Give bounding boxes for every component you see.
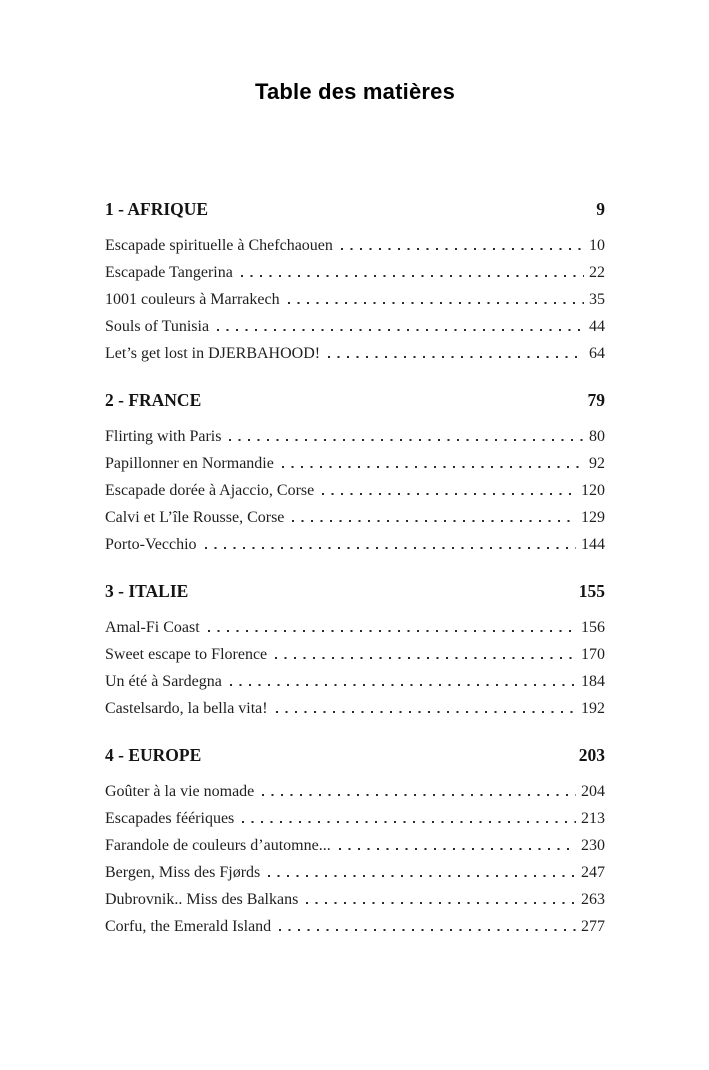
toc-entry-page: 120: [581, 482, 605, 499]
dot-leader: [229, 439, 584, 441]
document-page: [0, 78, 709, 1070]
toc-section: [105, 196, 605, 367]
toc-entry-title: Castelsardo, la bella vita!: [105, 700, 268, 717]
toc-entry-title: Dubrovnik.. Miss des Balkans: [105, 891, 299, 908]
dot-leader: [341, 248, 584, 250]
section-heading-page: 155: [578, 581, 605, 601]
toc-entry-page: 35: [589, 291, 605, 308]
page-title: Table des matières: [254, 79, 456, 104]
toc-entry-title: Calvi et L’île Rousse, Corse: [105, 509, 285, 526]
toc-entry: [105, 859, 605, 886]
toc-entry: [105, 805, 605, 832]
toc-entry: [105, 340, 605, 367]
toc-entry-title: 1001 couleurs à Marrakech: [105, 291, 280, 308]
toc-entry-title: Sweet escape to Florence: [105, 646, 268, 663]
section-heading-label: 4 - EUROPE: [105, 745, 202, 765]
toc-entry-title: Escapade Tangerina: [105, 264, 233, 281]
section-heading: [105, 387, 605, 413]
toc-entry: [105, 232, 605, 259]
toc-section: [105, 578, 605, 722]
dot-leader: [217, 329, 584, 331]
toc-entry-page: 230: [581, 837, 605, 854]
toc-entry: [105, 313, 605, 340]
section-heading: [105, 742, 605, 768]
toc-entry-page: 44: [589, 318, 605, 335]
dot-leader: [205, 547, 576, 549]
toc-entry-title: Escapade spirituelle à Chefchaouen: [105, 237, 333, 254]
toc-entry: [105, 886, 605, 913]
toc-entry: [105, 695, 605, 722]
toc-entry-title: Corfu, the Emerald Island: [105, 918, 272, 935]
toc-entry-title: Souls of Tunisia: [105, 318, 210, 335]
toc-entry-page: 129: [581, 509, 605, 526]
section-heading-label: 2 - FRANCE: [105, 390, 202, 410]
toc-entry-page: 204: [581, 783, 605, 800]
toc-entry-page: 263: [581, 891, 605, 908]
toc-entry: [105, 504, 605, 531]
toc-entry: [105, 286, 605, 313]
section-heading-label: 3 - ITALIE: [105, 581, 189, 601]
toc-entry-title: Goûter à la vie nomade: [105, 783, 255, 800]
section-heading: [105, 196, 605, 222]
dot-leader: [288, 302, 584, 304]
toc-entry: [105, 778, 605, 805]
toc-entry: [105, 450, 605, 477]
toc-entry: [105, 614, 605, 641]
dot-leader: [268, 875, 576, 877]
toc-entry-page: 192: [581, 700, 605, 717]
dot-leader: [306, 902, 576, 904]
toc-entry-title: Escapades féériques: [105, 810, 235, 827]
section-heading: [105, 578, 605, 604]
dot-leader: [279, 929, 576, 931]
toc-entry: [105, 641, 605, 668]
toc-entry-page: 156: [581, 619, 605, 636]
dot-leader: [241, 275, 584, 277]
section-heading-label: 1 - AFRIQUE: [105, 199, 209, 219]
toc-entry-title: Porto-Vecchio: [105, 536, 197, 553]
toc-entry-title: Escapade dorée à Ajaccio, Corse: [105, 482, 315, 499]
dot-leader: [339, 848, 576, 850]
toc-entry-page: 64: [589, 345, 605, 362]
toc-entry: [105, 423, 605, 450]
dot-leader: [230, 684, 576, 686]
toc-section: [105, 742, 605, 940]
toc-entry-page: 247: [581, 864, 605, 881]
section-heading-page: 203: [578, 745, 605, 765]
dot-leader: [242, 821, 576, 823]
toc-entry: [105, 832, 605, 859]
table-of-contents: [105, 196, 605, 940]
toc-entry-page: 80: [589, 428, 605, 445]
toc-entry-title: Bergen, Miss des Fjørds: [105, 864, 261, 881]
dot-leader: [328, 356, 584, 358]
toc-entry-page: 10: [589, 237, 605, 254]
dot-leader: [292, 520, 576, 522]
toc-entry-page: 170: [581, 646, 605, 663]
dot-leader: [322, 493, 576, 495]
toc-section: [105, 387, 605, 558]
toc-entry-title: Farandole de couleurs d’automne...: [105, 837, 331, 854]
toc-entry-page: 277: [581, 918, 605, 935]
toc-entry-page: 144: [581, 536, 605, 553]
section-heading-page: 9: [596, 199, 605, 219]
dot-leader: [208, 630, 576, 632]
toc-entry: [105, 668, 605, 695]
toc-entry-page: 22: [589, 264, 605, 281]
toc-entry-page: 92: [589, 455, 605, 472]
toc-entry-title: Un été à Sardegna: [105, 673, 222, 690]
toc-entry: [105, 477, 605, 504]
toc-entry: [105, 259, 605, 286]
toc-entry-title: Amal-Fi Coast: [105, 619, 200, 636]
toc-entry: [105, 531, 605, 558]
dot-leader: [276, 711, 576, 713]
toc-entry-page: 213: [581, 810, 605, 827]
toc-entry-page: 184: [581, 673, 605, 690]
toc-entry: [105, 913, 605, 940]
dot-leader: [275, 657, 576, 659]
toc-entry-title: Flirting with Paris: [105, 428, 222, 445]
dot-leader: [282, 466, 584, 468]
toc-entry-title: Let’s get lost in DJERBAHOOD!: [105, 345, 321, 362]
dot-leader: [262, 794, 576, 796]
section-heading-page: 79: [587, 390, 605, 410]
toc-entry-title: Papillonner en Normandie: [105, 455, 274, 472]
